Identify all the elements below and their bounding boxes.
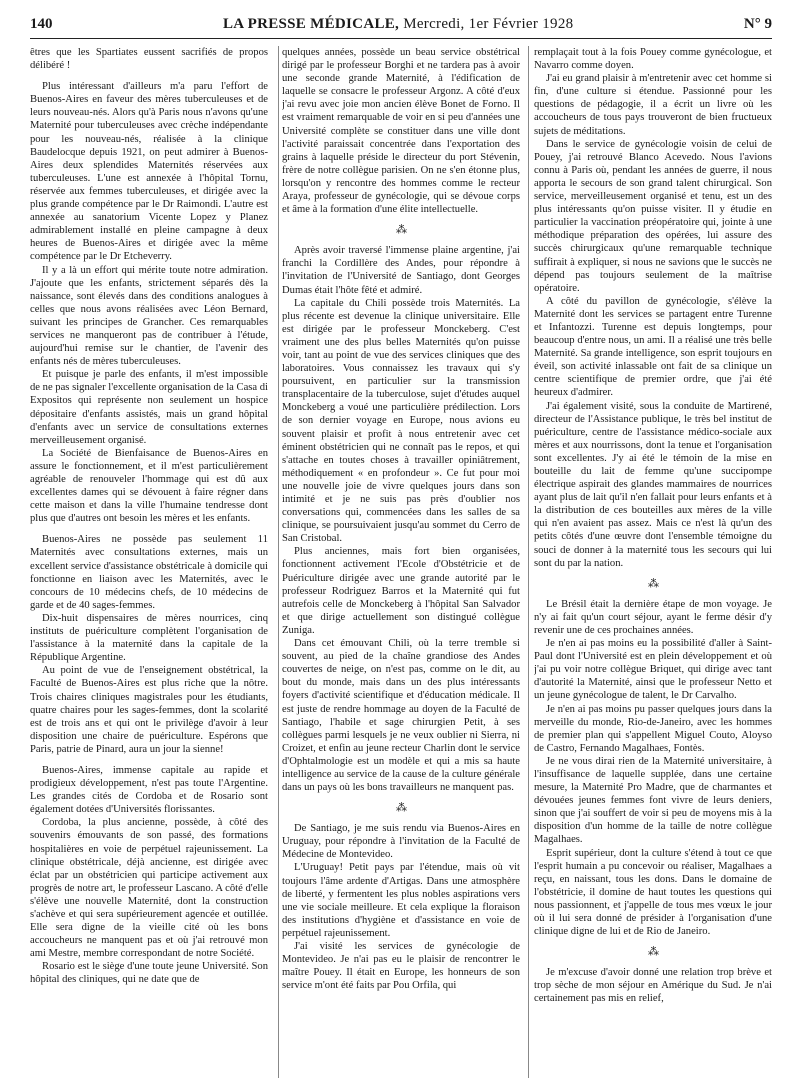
paragraph: La capitale du Chili possède trois Maternités. La plus récente est devenue la clinique universitaire. Elle est dirigée par le professeur Monckeberg. C'est vraiment une des plus belles Maternités qu'on puisse voir, tant au point de vue des services cliniques que des laboratoires. Vous connaissez les travaux qui s'y poursuivent, en particulier sur la transmission transplacentaire de la tuberculose, sujet d'études auquel Monckeberg a voué une particulière prédilection. Lors de son dernier voyage en Europe, nous avions eu souvent plaisir et profit à nous entretenir avec cet éminent obstétricien qui ne connaît pas le repos, et qui s'attache en toutes choses à travailler opiniâtrement, méthodiquement « en profondeur ». Ce fut pour moi une nouvelle joie de vivre quelques jours dans son intimité et je ne suis pas près d'oublier nos conversations qui, commencées dans les salles de sa clinique, se poursuivaient jusqu'au sommet du Cerro de San Cristobal. <box>282 297 520 545</box>
paragraph: Je m'excuse d'avoir donné une relation trop brève et trop sèche de mon séjour en Amérique du Sud. Je n'ai certainement pas mis en relief, <box>534 967 772 1005</box>
paragraph: Au point de vue de l'enseignement obstétrical, la Faculté de Buenos-Aires est plus riche que la nôtre. Trois chaires cliniques magistrales pour les étudiants, quatre chaires pour les sages-femmes, dont la scolarité est de trois ans et qui ont le privilège d'avoir à leur disposition une chaire de puériculture. Espérons que Paris, patrie de Pinard, aura un jour la sienne! <box>30 665 268 755</box>
paragraph: Dix-huit dispensaires de mères nourrices, cinq instituts de puériculture complètent l'organisation de l'assistance à la maternité dans la capitale de la République Argentine. <box>30 612 268 664</box>
section-separator-stars: ⁂ <box>396 224 406 237</box>
paragraph: Je n'en ai pas moins eu la possibilité d'aller à Saint-Paul dont l'Université est en plein développement et où j'ai pu voir notre collègue Briquet, qui dirige avec tant d'autorité la Maternité, ainsi que le professeur Netto et un jeune gynécologue de talent, le Dr Carvalho. <box>534 638 772 702</box>
journal-title-line <box>223 16 573 33</box>
paragraph: De Santiago, je me suis rendu via Buenos-Aires en Uruguay, pour répondre à l'invitation de la Faculté de Médecine de Montevideo. <box>282 823 520 861</box>
paragraph: La Société de Bienfaisance de Buenos-Aires en assure le fonctionnement, et il m'est particulièrement agréable de renouveler l'hommage qui est dû aux excellentes dames qui se dévouent à faire régner dans cette maison et dans la ville l'humaine tendresse dont plus que d'autres ont besoin les mères et les enfants. <box>30 447 268 525</box>
paragraph: remplaçait tout à la fois Pouey comme gynécologue, et Navarro comme doyen. <box>534 47 772 72</box>
paragraph: Dans cet émouvant Chili, où la terre tremble si souvent, au pied de la chaîne grandiose des Andes couvertes de neige, on n'est pas, comme on le dit, au bout du monde, mais dans un des plus intéressants foyers d'activité scientifique et d'éducation médicale. Il est juste de rendre hommage au doyen de la Faculté de Santiago, l'habile et sage chirurgien Petit, à ses collègues parmi lesquels je ne veux oublier ni Sierra, ni Croizet, et enfin au jeune recteur Charlin dont le service d'Ophtalmologie est un modèle et qui a mis sa haute intelligence au service de la cause de la culture générale dans un pays où les bons travailleurs ne manquent pas. <box>282 638 520 794</box>
paragraph: Esprit supérieur, dont la culture s'étend à tout ce que l'esprit humain a pu concevoir ou réaliser, Magalhaes a reçu, en naissant, tous les dons. Dans le domaine de l'obstétricie, il domine de haut toutes les questions qui nous passionnent, et j'appelle de tous mes vœux le jour où il lui sera donné de présider à l'organisation d'une clinique digne de lui et de Rio de Janeiro. <box>534 847 772 938</box>
article-body <box>30 46 772 1078</box>
paragraph: êtres que les Spartiates eussent sacrifiés de propos délibéré ! <box>30 47 268 72</box>
paragraph: Je ne vous dirai rien de la Maternité universitaire, à l'insuffisance de laquelle supplée, dans une certaine mesure, la Maternité Pro Madre, que de charmantes et dévouées jeunes femmes font vivre de leurs deniers, sinon que j'ai souffert de voir si peu de moyens mis à la disposition d'un homme de la taille de notre collègue Magalhaes. <box>534 755 772 846</box>
issue-date: Mercredi, 1er Février 1928 <box>403 16 574 32</box>
paragraph: J'ai eu grand plaisir à m'entretenir avec cet homme si fin, d'une culture si étendue. Passionné pour les questions de pédagogie, il a écrit un livre où les accoucheurs de tous pays trouveront de bien fructueux sujets de méditations. <box>534 73 772 137</box>
paragraph: Plus intéressant d'ailleurs m'a paru l'effort de Buenos-Aires en faveur des mères tuberculeuses et de leurs nouveau-nés. Alors qu'à Paris nous n'avons qu'une Maternité pour tuberculeuses avec crèche indépendante pour les nouveau-nés, réalisée à la clinique Baudelocque depuis 1921, on peut admirer à Buenos-Aires deux splendides Maternités réservées aux tuberculeuses. L'une est annexée à l'hôpital Tornu, réservée aux femmes tuberculeuses, et dirigée avec la plus grande compétence par le Dr Raimondi. L'autre est annexée au sanatorium Vicente Lopez y Planez admirablement installé en pleine campagne à deux heures de Buenos-Aires et dirigée avec la même compétence par le Dr Etcheverry. <box>30 81 268 263</box>
column-2 <box>282 46 520 1078</box>
issue-number: N° 9 <box>743 16 772 32</box>
column-1 <box>30 46 268 1078</box>
column-3 <box>534 46 772 1078</box>
paragraph: Buenos-Aires ne possède pas seulement 11 Maternités avec consultations externes, mais un excellent service d'assistance obstétricale à domicile qui fonctionne en liaison avec les Maternités, avec le concours de 10 médecins chefs, de 10 médecins de garde et de 40 sages-femmes. <box>30 534 268 611</box>
paragraph: Rosario est le siège d'une toute jeune Université. Son hôpital des cliniques, qui ne date que de <box>30 961 268 986</box>
paragraph: J'ai visité les services de gynécologie de Montevideo. Je n'ai pas eu le plaisir de rencontrer le maître Pouey. Il était en Europe, les honneurs de son service m'ont été faits par Pou Orfila, qui <box>282 941 520 992</box>
paragraph: quelques années, possède un beau service obstétrical dirigé par le professeur Borghi et ne tardera pas à avoir une seconde grande Maternité, à l'édification de laquelle se consacre le professeur Argonz. A côté d'eux j'ai revu avec joie mon ancien élève Bonet de Forno. Il est vraiment remarquable de voir en si peu d'années une Université complète se constituer dans une ville dont l'activité paraissait concentrée dans l'exportation des grains à laquelle préside le directeur du port Stévenin, frère de notre collègue parisien. On ne s'en étonne plus, lorsqu'on y rencontre des hommes comme le recteur Araya, professeur de gynécologie, qui se dévoue corps et âme à la formation d'une élite intellectuelle. <box>282 47 520 216</box>
page-number: 140 <box>30 16 53 32</box>
paragraph: J'ai également visité, sous la conduite de Martirené, directeur de l'Assistance publique, le très bel institut de puériculture, centre de l'assistance médico-sociale aux mères et aux nourrissons, dont la tenue et l'organisation sont excellentes. J'y ai été le témoin de la mise en bouteille du lait de femme qu'une succipompe électrique aspirait des glandes mammaires de nourrices ayant plus de lait qu'il n'en fallait pour leurs enfants et à la distribution de ces bouteilles aux mères de la ville qui n'en avaient pas assez. Mais ce n'est là qu'un des petits côtés d'une œuvre dont l'ensemble témoigne du souci de donner à la maternité tous les secours qui lui sont du par la nation. <box>534 400 772 569</box>
paragraph: A côté du pavillon de gynécologie, s'élève la Maternité dont les services se partagent entre Turenne et Infantozzi. Turenne est depuis longtemps, pour beaucoup d'entre nous, un ami. Il a réalisé une très belle Maternité. Sa grande intelligence, son esprit toujours en éveil, son activité inlassable ont fait de sa clinique un centre scientifique de premier ordre, que j'ai été heureux d'admirer. <box>534 295 772 399</box>
paragraph: Le Brésil était la dernière étape de mon voyage. Je n'y ai fait qu'un court séjour, ayant le ferme désir d'y revenir une de ces prochaines années. <box>534 598 772 636</box>
paragraph: Cordoba, la plus ancienne, possède, à côté des souvenirs émouvants de son passé, des formations hospitalières en voie de perpétuel rajeunissement. La clinique obstétricale, déjà ancienne, est dirigée avec éclat par un obstétricien qui participe activement aux progrès de notre art, le professeur Lascano. A côté d'elle s'élève une nouvelle Maternité, dont la construction s'achève et qui sera supérieurement agencée et outillée. Elle sera digne de la vieille cité où les bons accoucheurs ne manquent pas et où j'ai retrouvé mon ami Mestre, membre correspondant de notre Société. <box>30 817 268 960</box>
paragraph: Plus anciennes, mais fort bien organisées, fonctionnent activement l'Ecole d'Obstétricie et de Puériculture dirigée avec une grande autorité par le professeur Rodriguez Barros et la Maternité qui fut autrefois celle de Monckeberg à l'hôpital San Salvador et que dirige actuellement son distingué collègue Zuniga. <box>282 546 520 636</box>
paragraph: Il y a là un effort qui mérite toute notre admiration. J'ajoute que les enfants, strictement séparés dès la naissance, sont élevés dans des conditions analogues à celles que nous avons réalisées avec Léon Bernard, suivant les principes de Grancher. Ces remarquables services ne manqueront pas de contribuer à l'étude, aujourd'hui remise sur le chantier, de l'avenir des enfants nés de mères tuberculeuses. <box>30 264 268 368</box>
paragraph: Après avoir traversé l'immense plaine argentine, j'ai franchi la Cordillère des Andes, pour répondre à l'invitation de l'Université de Santiago, dont Georges Dumas était l'hôte fêté et admiré. <box>282 245 520 296</box>
section-separator-stars: ⁂ <box>648 577 658 590</box>
section-separator-stars: ⁂ <box>648 946 658 959</box>
section-separator-stars: ⁂ <box>396 802 406 815</box>
paragraph: Buenos-Aires, immense capitale au rapide et prodigieux développement, n'est pas toute l'Argentine. Les grandes cités de Cordoba et de Rosario sont également dotées d'Universités florissantes. <box>30 764 268 816</box>
page-header <box>30 16 772 39</box>
paragraph: Dans le service de gynécologie voisin de celui de Pouey, j'ai retrouvé Blanco Acevedo. Nous l'avions connu à Paris où, pendant les années de guerre, il nous apporta le secours de son grand talent chirurgical. Son service, merveilleusement organisé et tenu, est un des plus intéressants qu'on puisse visiter. Il y étudie en particulier la vaccination préopératoire qui, jointe à une méthodique préparation des opérées, lui assure des succès chirurgicaux qu'une remarquable technique suffirait à expliquer, si nous ne savions que le succès ne dépend pas toujours seulement de la maîtrise opératoire. <box>534 138 772 294</box>
journal-name: LA PRESSE MÉDICALE, <box>222 16 400 32</box>
paragraph: Je n'en ai pas moins pu passer quelques jours dans la merveille du monde, Rio-de-Janeiro, avec les hommes de premier plan qui s'appellent Miguel Couto, Aloyso de Castro, Fernando Magalhaes, Fontès. <box>534 703 772 754</box>
paragraph: Et puisque je parle des enfants, il m'est impossible de ne pas signaler l'excellente organisation de la Casa di Expositos qui représente non seulement un hospice dépositaire d'enfants assistés, mais un grand hôpital d'enfants avec un service de consultations externes merveilleusement organisé. <box>30 369 268 446</box>
paragraph: L'Uruguay! Petit pays par l'étendue, mais où vit toujours l'âme ardente d'Artigas. Dans une atmosphère de liberté, y fermentent les plus nobles aspirations vers une vie sociale meilleure. Et cela explique la floraison des institutions d'hygiène et d'assistance en voie de perpétuel rajeunissement. <box>282 862 520 939</box>
